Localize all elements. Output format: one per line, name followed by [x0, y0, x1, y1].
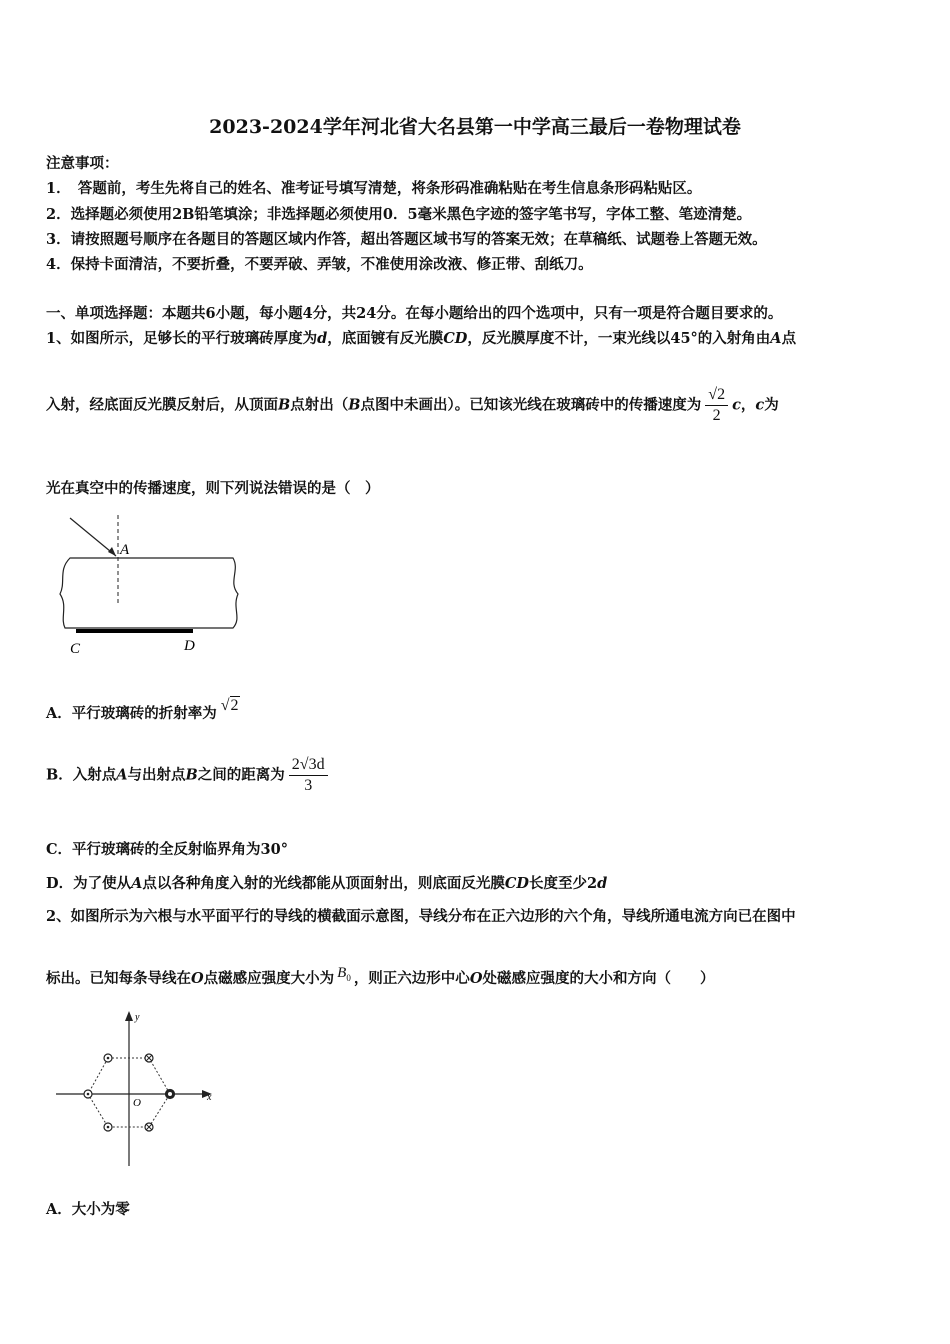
distance-fraction: $\frac{2√3d}{3}$	[289, 756, 328, 795]
wire-bottom-right-cross	[145, 1123, 153, 1131]
label-y: y	[135, 1012, 140, 1023]
incident-ray	[70, 518, 116, 556]
wire-left-dot	[84, 1090, 92, 1098]
q1-line-3: 光在真空中的传播速度，则下列说法错误的是（ ）	[46, 480, 380, 497]
q1-option-b: B．入射点A与出射点B之间的距离为 $\frac{2√3d}{3}$	[46, 756, 332, 795]
q1-option-d: D．为了使从A点以各种角度入射的光线都能从顶面射出，则底面反光膜CD长度至少2d	[46, 875, 608, 892]
wire-top-left-dot	[104, 1054, 112, 1062]
glass-slab-figure	[50, 510, 250, 660]
notice-item-4: 4．保持卡面清洁，不要折叠，不要弄破、弄皱，不准使用涂改液、修正带、刮纸刀。	[46, 256, 593, 273]
page-title: 2023-2024学年河北省大名县第一中学高三最后一卷物理试卷	[209, 116, 741, 138]
glass-slab-outline	[60, 558, 238, 628]
wire-right-cross	[166, 1090, 175, 1099]
ray-arrowhead	[108, 547, 116, 556]
label-x: x	[207, 1092, 212, 1103]
notice-item-1: 1． 答题前，考生先将自己的姓名、准考证号填写清楚，将条形码准确粘贴在考生信息条形码粘贴区。	[46, 180, 702, 197]
y-axis-arrow	[125, 1011, 133, 1021]
wire-top-right-cross	[145, 1054, 153, 1062]
notice-heading: 注意事项：	[46, 155, 119, 172]
section-heading: 一、单项选择题：本题共6小题，每小题4分，共24分。在每小题给出的四个选项中，只有一项是符合题目要求的。	[46, 305, 783, 322]
hexagon-wires-figure	[52, 1008, 222, 1173]
speed-fraction: $\frac{√2}{2}$	[705, 386, 728, 425]
label-a: A	[120, 542, 130, 558]
q1-option-a: A．平行玻璃砖的折射率为 √2	[46, 697, 239, 722]
label-c: C	[70, 641, 81, 657]
q2-option-a: A．大小为零	[46, 1201, 130, 1218]
q2-line-1: 2、如图所示为六根与水平面平行的导线的横截面示意图，导线分布在正六边形的六个角，导线所通电流方向已在图中	[46, 908, 796, 925]
label-o: O	[133, 1097, 141, 1109]
notice-item-2: 2．选择题必须使用2B铅笔填涂；非选择题必须使用0．5毫米黑色字迹的签字笔书写，字体工整、笔迹清楚。	[46, 206, 752, 223]
wire-bottom-left-dot	[104, 1123, 112, 1131]
notice-item-3: 3．请按照题号顺序在各题目的答题区域内作答，超出答题区域书写的答案无效；在草稿纸、试题卷上答题无效。	[46, 231, 767, 248]
q1-option-c: C．平行玻璃砖的全反射临界角为30°	[46, 841, 288, 858]
q1-line-2: 入射，经底面反光膜反射后，从顶面B点射出（B点图中未画出）。已知该光线在玻璃砖中的传播速度为 $\frac{√2}{2}$ c，c为	[46, 386, 779, 424]
q2-line-2: 标出。已知每条导线在O点磁感应强度大小为 $B_0$ ，则正六边形中心O处磁感应强度的大小和方向（ ）	[46, 965, 715, 987]
label-d: D	[184, 638, 195, 654]
q1-line-1: 1、如图所示，足够长的平行玻璃砖厚度为d，底面镀有反光膜CD，反光膜厚度不计，一束光线以45°的入射角由A点	[46, 330, 797, 347]
